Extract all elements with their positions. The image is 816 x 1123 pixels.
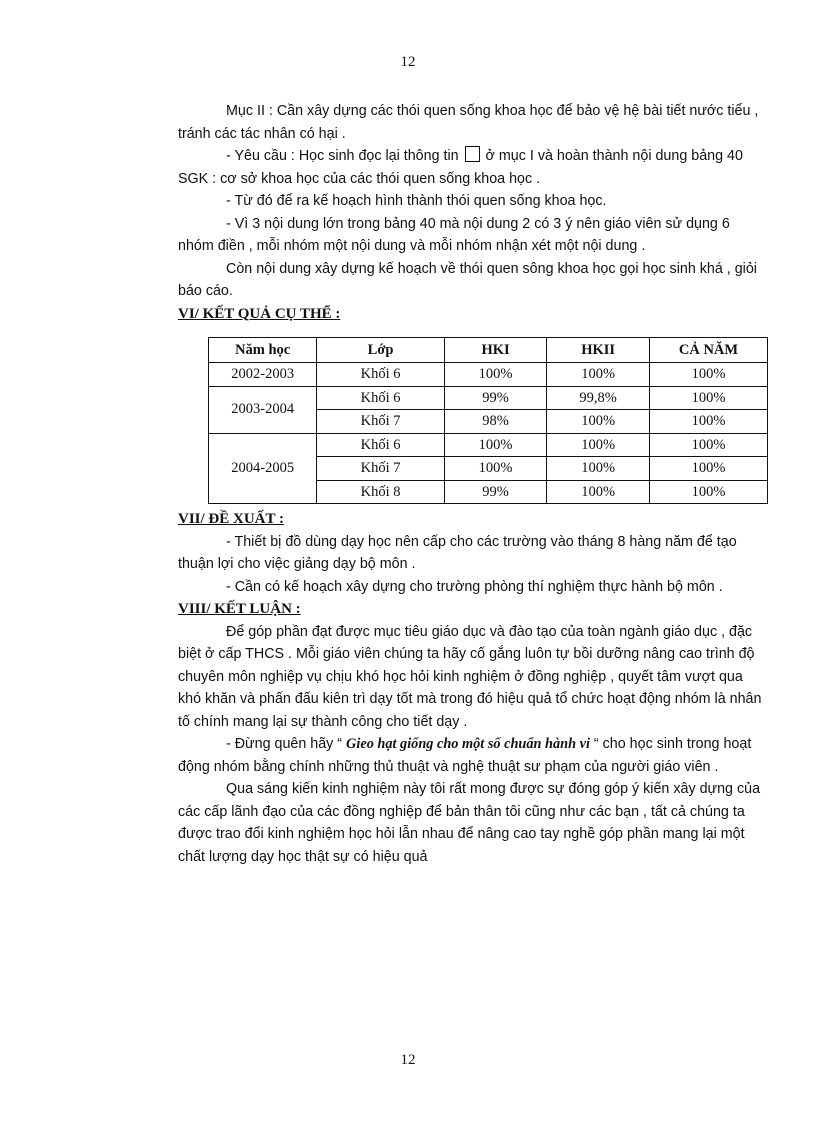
class-cell: Khối 8 — [317, 480, 444, 504]
hk1-cell: 100% — [444, 433, 547, 457]
table-header-row — [209, 338, 768, 363]
conclusion-paragraph-3: Qua sáng kiến kinh nghiệm này tôi rất mong được sự đóng góp ý kiến xây dựng của các cấp lãnh đạo của các đồng nghiệp để bản thân tôi cũng như các bạn , tất cả chúng ta được trao đổi kinh nghiệm học hỏi lẫn nhau để nâng cao tay nghề góp phần mang lại một chất lượng dạy học thật sự có hiệu quả — [178, 781, 761, 865]
conclusion-paragraph-2 — [178, 733, 768, 778]
proposal-paragraph-2: - Cần có kế hoạch xây dựng cho trường phòng thí nghiệm thực hành bộ môn . — [226, 578, 723, 595]
group-paragraph: - Vì 3 nội dung lớn trong bảng 40 mà nội dung 2 có 3 ý nên giáo viên sử dụng 6 nhóm điền , mỗi nhóm một nội dung và mỗi nhóm nhận xét một nội dung . — [178, 215, 730, 254]
proposal-heading: VII/ ĐỀ XUẤT : — [178, 511, 284, 527]
quote-text-start: - Đừng quên hãy “ — [226, 736, 347, 752]
header-hk1: HKI — [444, 338, 547, 363]
hk2-cell: 100% — [547, 410, 650, 434]
total-cell: 100% — [649, 363, 767, 387]
total-cell: 100% — [649, 457, 767, 481]
quote-emphasis: Gieo hạt giống cho một số chuẩn hành vi — [346, 736, 590, 752]
header-year-total: CẢ NĂM — [649, 338, 767, 363]
section2-paragraph: Mục II : Cần xây dựng các thói quen sống khoa học để bảo vệ hệ bài tiết nước tiểu , tránh các tác nhân có hại . — [178, 103, 759, 142]
table-row — [209, 363, 768, 387]
table-row — [209, 433, 768, 457]
header-hk2: HKII — [547, 338, 650, 363]
requirement-text-start: - Yêu cầu : Học sinh đọc lại thông tin — [226, 148, 463, 164]
hk1-cell: 98% — [444, 410, 547, 434]
table-row — [209, 386, 768, 410]
year-cell: 2004-2005 — [209, 433, 317, 504]
class-cell: Khối 7 — [317, 457, 444, 481]
year-cell: 2002-2003 — [209, 363, 317, 387]
results-table — [208, 337, 768, 504]
class-cell: Khối 7 — [317, 410, 444, 434]
plan-paragraph: - Từ đó để ra kế hoạch hình thành thói quen sống khoa học. — [226, 193, 607, 209]
year-cell: 2003-2004 — [209, 386, 317, 433]
hk2-cell: 100% — [547, 433, 650, 457]
conclusion-heading: VIII/ KẾT LUẬN : — [178, 601, 301, 617]
total-cell: 100% — [649, 410, 767, 434]
total-cell: 100% — [649, 433, 767, 457]
hk1-cell: 100% — [444, 363, 547, 387]
hk1-cell: 99% — [444, 480, 547, 504]
hk2-cell: 100% — [547, 363, 650, 387]
hk2-cell: 99,8% — [547, 386, 650, 410]
quote-text-end: “ cho học sinh trong hoạt động nhóm bằng chính những thủ thuật và nghệ thuật sư phạm của người giáo viên . — [178, 736, 752, 775]
requirement-text-end: ở mục I và hoàn thành nội dung bảng 40 SGK : cơ sở khoa học của các thói quen sống khoa học . — [178, 148, 743, 187]
document-body — [178, 100, 768, 868]
hk1-cell: 100% — [444, 457, 547, 481]
class-cell: Khối 6 — [317, 386, 444, 410]
conclusion-paragraph-1: Để góp phần đạt được mục tiêu giáo dục và đào tạo của toàn ngành giáo dục , đặc biệt ở cấp THCS . Mỗi giáo viên chúng ta hãy cố gắng luôn tự bồi dưỡng nâng cao trình độ chuyên môn nghiệp vụ chịu khó học hỏi kinh nghiệm ở đồng nghiệp , quyết tâm vượt qua khó khăn và phấn đấu kiên trì dạy tốt mà trong đó hiệu quả tổ chức hoạt động nhóm là nhân tố chính mang lại sự thành công cho tiết dạy . — [178, 623, 762, 730]
proposal-paragraph-1: - Thiết bị đồ dùng dạy học nên cấp cho các trường vào tháng 8 hàng năm để tạo thuận lợi cho việc giảng dạy bộ môn . — [178, 533, 737, 572]
header-year: Năm học — [209, 338, 317, 363]
checkbox-square-icon — [465, 146, 480, 162]
class-cell: Khối 6 — [317, 363, 444, 387]
requirement-paragraph — [178, 145, 768, 190]
report-paragraph: Còn nội dung xây dựng kế hoạch về thói quen sông khoa học gọi học sinh khá , giỏi báo cáo. — [178, 260, 757, 299]
class-cell: Khối 6 — [317, 433, 444, 457]
hk1-cell: 99% — [444, 386, 547, 410]
results-heading: VI/ KẾT QUẢ CỤ THỂ : — [178, 305, 341, 322]
total-cell: 100% — [649, 480, 767, 504]
hk2-cell: 100% — [547, 480, 650, 504]
header-class: Lớp — [317, 338, 444, 363]
total-cell: 100% — [649, 386, 767, 410]
hk2-cell: 100% — [547, 457, 650, 481]
page-number-top: 12 — [400, 54, 416, 70]
page-number-bottom: 12 — [400, 1052, 416, 1068]
